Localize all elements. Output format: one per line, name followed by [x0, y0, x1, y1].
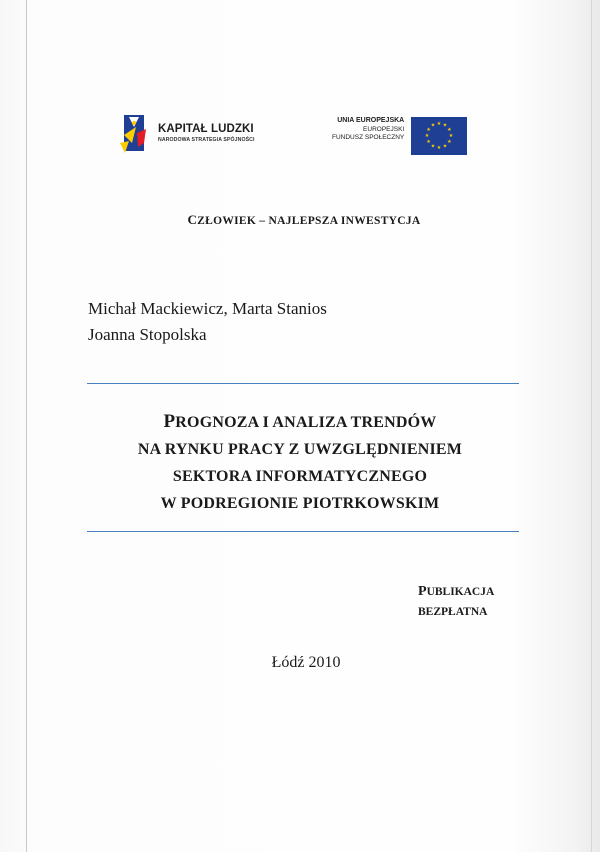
document-title: [0, 408, 600, 517]
svg-text:★: ★: [436, 121, 442, 127]
slogan-first-letter: C: [187, 212, 198, 227]
svg-text:★: ★: [426, 127, 432, 133]
svg-text:★: ★: [436, 145, 442, 151]
authors-line-2: Joanna Stopolska: [88, 325, 207, 344]
publication-line-1: UBLIKACJA: [426, 586, 495, 598]
slogan: [0, 212, 600, 228]
svg-text:★: ★: [424, 133, 430, 139]
title-line-3: SEKTORA INFORMATYCZNEGO: [172, 468, 428, 485]
kapital-ludzki-logo: [120, 113, 255, 153]
eu-line-2: EUROPEJSKI: [363, 125, 405, 133]
logo-bar: [120, 113, 480, 161]
svg-text:★: ★: [447, 139, 452, 145]
title-rule-bottom: [87, 531, 519, 532]
kapital-ludzki-subtitle: NARODOWA STRATEGIA SPÓJNOŚCI: [158, 137, 255, 143]
eu-flag-icon: [411, 117, 467, 155]
svg-text:★: ★: [442, 122, 448, 129]
eu-line-3: FUNDUSZ SPOŁECZNY: [332, 134, 405, 141]
svg-text:★: ★: [448, 133, 454, 139]
authors-line-1: Michał Mackiewicz, Marta Stanios: [88, 299, 327, 318]
eu-line-1: UNIA EUROPEJSKA: [337, 117, 405, 124]
title-line-2: NA RYNKU PRACY Z UWZGLĘDNIENIEM: [137, 441, 463, 458]
title-line-1: ROGNOZA I ANALIZA TRENDÓW: [175, 414, 437, 431]
svg-text:★: ★: [426, 139, 432, 145]
publication-cap: P: [418, 584, 427, 599]
place-and-year: Łódź 2010: [271, 654, 341, 671]
kapital-ludzki-icon: [120, 113, 150, 153]
kapital-ludzki-title: KAPITAŁ LUDZKI: [158, 123, 254, 135]
title-rule-top: [87, 383, 519, 384]
svg-text:★: ★: [430, 122, 436, 129]
title-line-4: W PODREGIONIE PIOTRKOWSKIM: [160, 495, 440, 512]
svg-text:★: ★: [430, 143, 436, 150]
authors: [88, 296, 327, 348]
svg-text:★: ★: [442, 143, 448, 150]
publication-line-2: BEZPŁATNA: [418, 606, 488, 618]
eu-logo: [332, 117, 467, 155]
publication-note: [418, 582, 508, 622]
svg-text:★: ★: [447, 127, 452, 133]
title-cap: P: [163, 411, 176, 432]
slogan-rest: ZŁOWIEK – NAJLEPSZA INWESTYCJA: [197, 215, 421, 227]
